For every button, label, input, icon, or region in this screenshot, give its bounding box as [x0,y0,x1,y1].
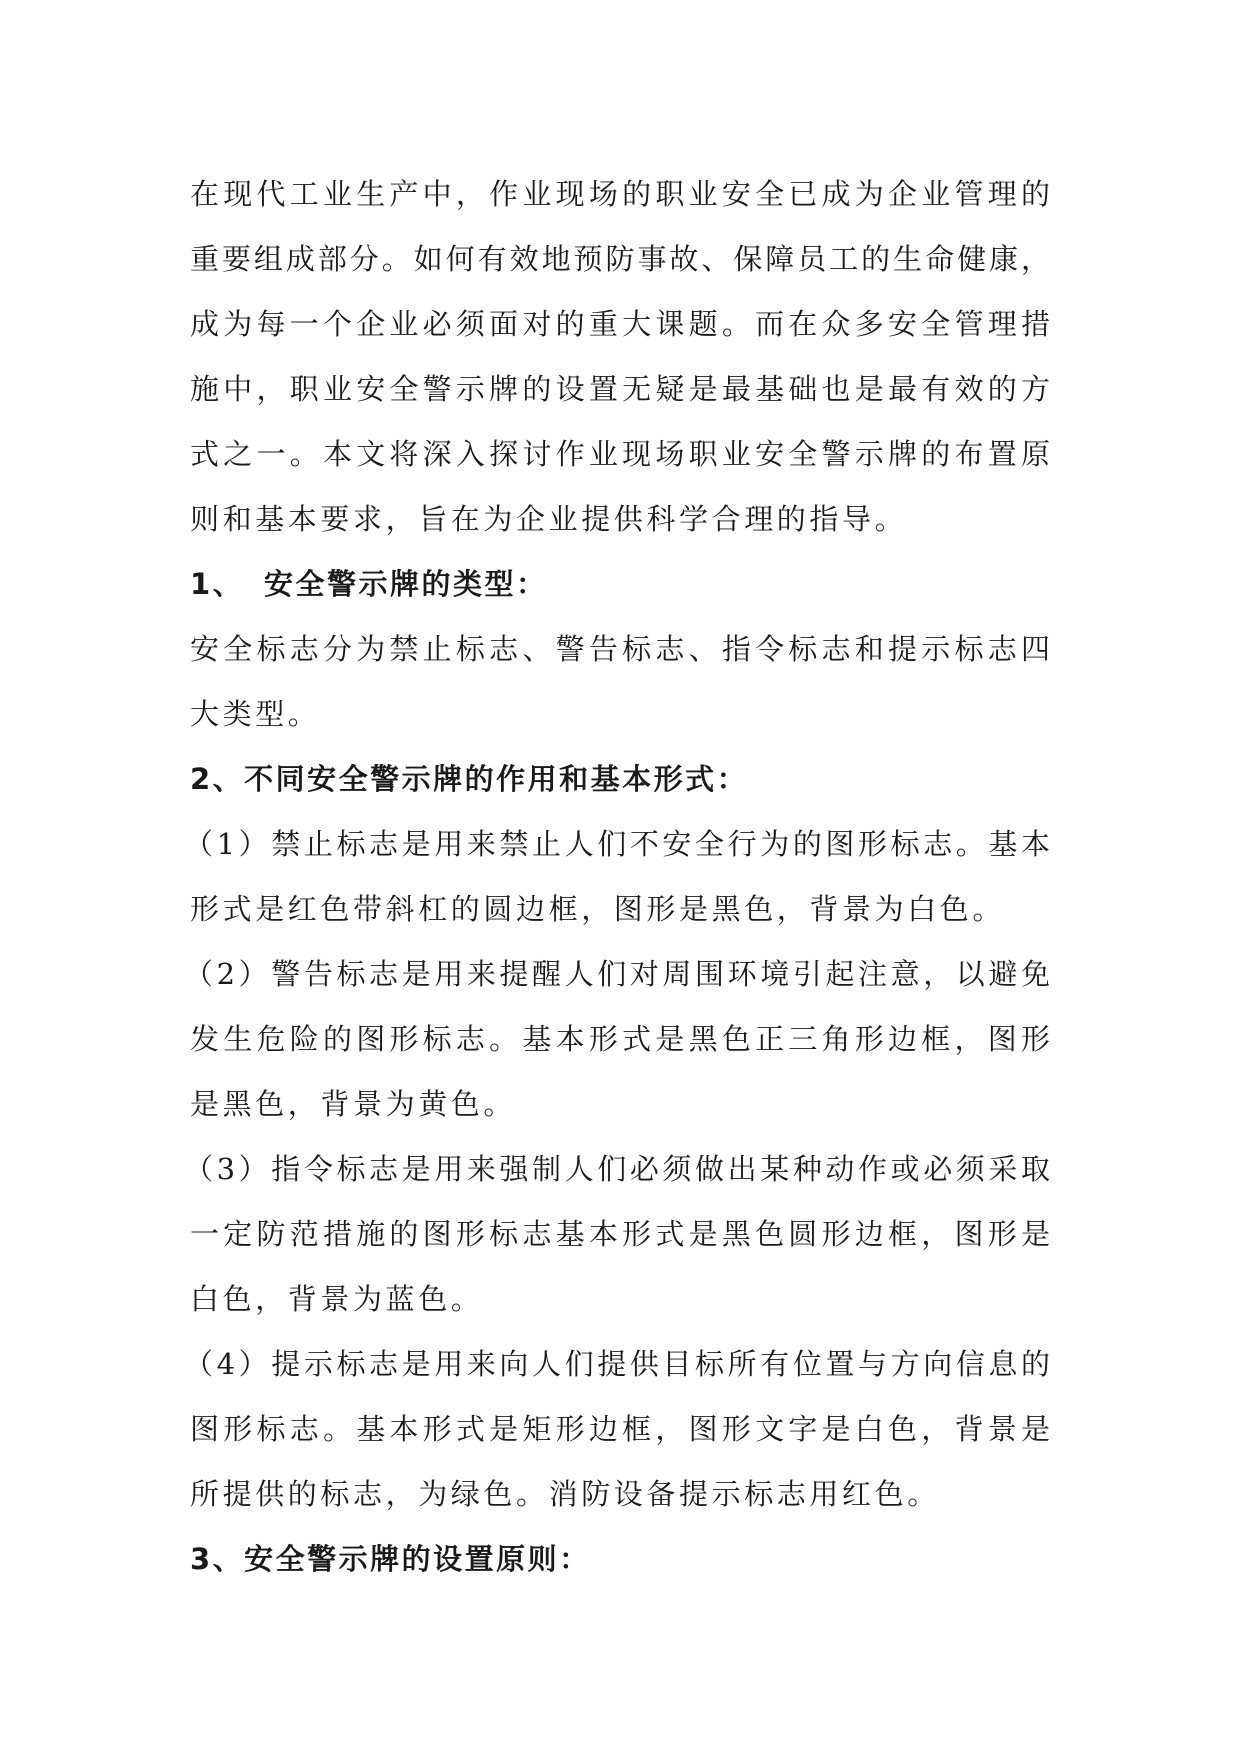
intro-line: 重要组成部分。如何有效地预防事故、保障员工的生命健康， [190,242,1050,276]
document-body [184,162,1050,1592]
item-4-line: 图形标志。基本形式是矩形边框，图形文字是白色，背景是 [190,1412,1050,1446]
item-1-line: 形式是红色带斜杠的圆边框，图形是黑色，背景为白色。 [190,892,1006,926]
item-2-line: （2）警告标志是用来提醒人们对周围环境引起注意，以避免 [184,957,1050,991]
section-1-line: 大类型。 [190,697,321,731]
item-3-line: （3）指令标志是用来强制人们必须做出某种动作或必须采取 [184,1152,1050,1186]
intro-line: 则和基本要求，旨在为企业提供科学合理的指导。 [190,502,908,536]
intro-line: 在现代工业生产中，作业现场的职业安全已成为企业管理的 [190,177,1050,211]
section-1-number: 1、 [190,567,245,601]
section-2-heading: 2、不同安全警示牌的作用和基本形式： [190,762,749,796]
item-4-line: （4）提示标志是用来向人们提供目标所有位置与方向信息的 [184,1347,1050,1381]
section-3-heading: 3、安全警示牌的设置原则： [190,1542,591,1576]
item-3-line: 白色，背景为蓝色。 [190,1282,484,1316]
item-4-line: 所提供的标志，为绿色。消防设备提示标志用红色。 [190,1477,940,1511]
intro-line: 施中，职业安全警示牌的设置无疑是最基础也是最有效的方 [190,372,1050,406]
intro-line: 成为每一个企业必须面对的重大课题。而在众多安全管理措 [190,307,1050,341]
section-1-title: 安全警示牌的类型： [264,567,548,601]
item-2-line: 发生危险的图形标志。基本形式是黑色正三角形边框，图形 [190,1022,1050,1056]
item-2-line: 是黑色，背景为黄色。 [190,1087,517,1121]
section-1-line: 安全标志分为禁止标志、警告标志、指令标志和提示标志四 [190,632,1050,666]
section-1-heading [190,552,1050,617]
item-3-line: 一定防范措施的图形标志基本形式是黑色圆形边框，图形是 [190,1217,1050,1251]
item-1-line: （1）禁止标志是用来禁止人们不安全行为的图形标志。基本 [184,827,1050,861]
intro-line: 式之一。本文将深入探讨作业现场职业安全警示牌的布置原 [190,437,1050,471]
